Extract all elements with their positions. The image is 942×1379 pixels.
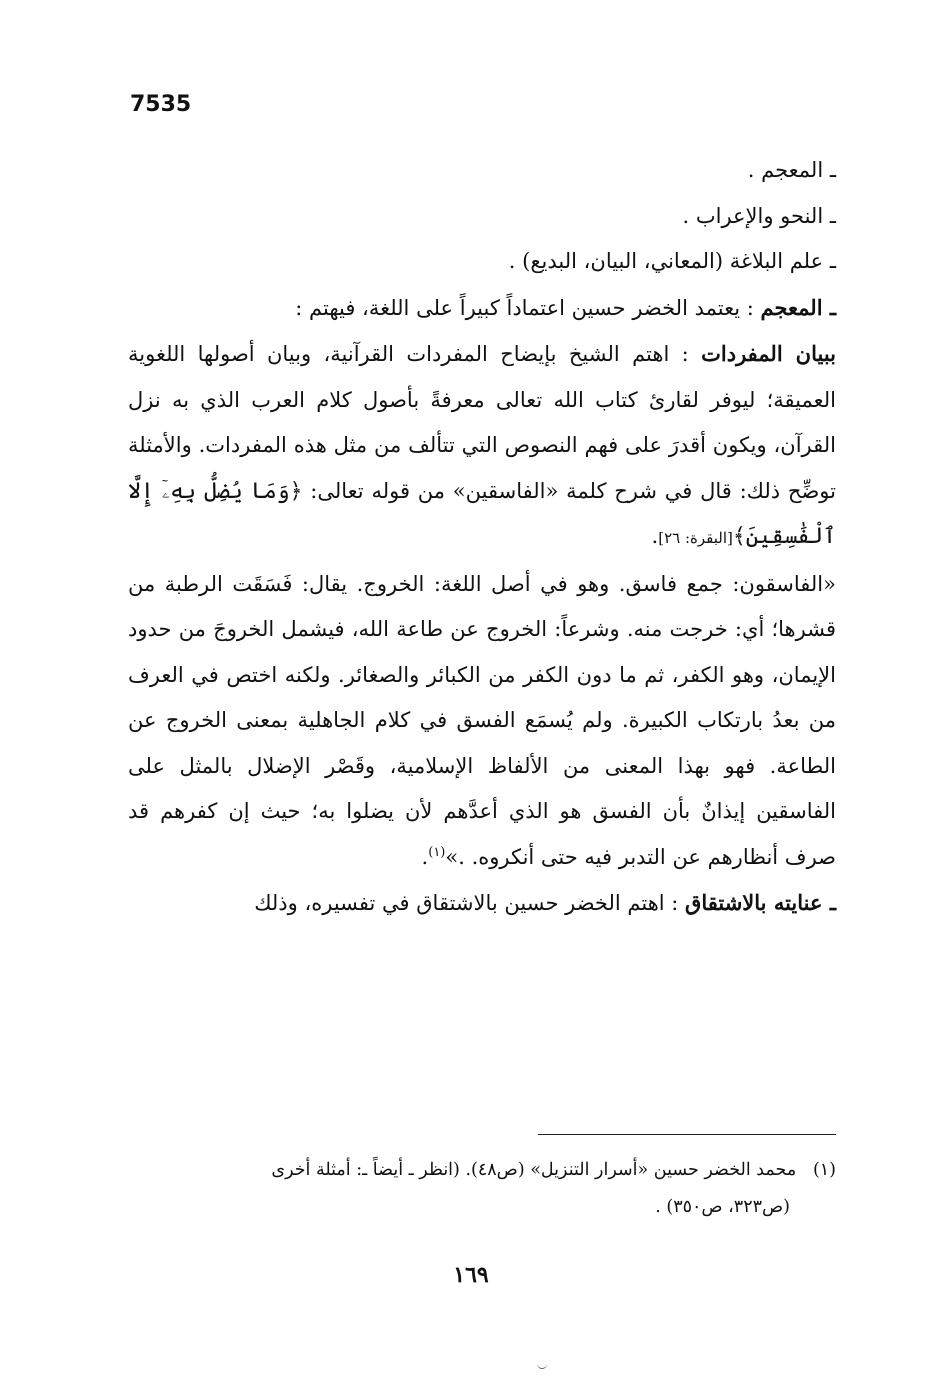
- scan-mark: [537, 1362, 547, 1369]
- paragraph: [128, 331, 836, 562]
- section-text: : يعتمد الخضر حسين اعتماداً كبيراً على اللغة، فيهتم :: [295, 295, 754, 320]
- list-item: [128, 285, 836, 332]
- list-item: ـ المعجم .: [747, 158, 836, 182]
- paragraph: [128, 880, 836, 927]
- quran-verse: ﴿وَمَا يُضِلُّ بِهِۦٓ إِلَّا ٱلْفَٰسِقِينَ﴾: [128, 478, 836, 549]
- paragraph-end: .: [421, 844, 429, 869]
- paragraph-heading: ببيان المفردات: [701, 341, 836, 366]
- document-id: 7535: [130, 92, 192, 117]
- quotation-text: «الفاسقون: جمع فاسق. وهو في أصل اللغة: الخروج. يقال: فَسَقَت الرطبة من قشرها؛ أي: خرجت منه. وشرعاً: الخروج عن طاعة الله، فيشمل الخروجَ من حدود الإيمان، وهو الكفر، ثم ما دون الكفر من الكبائر والصغائر. ولكنه اختص في العرف من بعدُ بارتكاب الكبيرة. ولم يُسمَع الفسق في كلام الجاهلية بمعنى الخروج عن الطاعة. فهو بهذا المعنى من الألفاظ الإسلامية، وقَصْر الإضلال بالمثل على الفاسقين إيذانٌ بأن الفسق هو الذي أعدَّهم لأن يضلوا به؛ حيث إن كفرهم قد صرف أنظارهم عن التدبر فيه حتى أنكروه. .»: [128, 571, 836, 869]
- list-item: ـ علم البلاغة (المعاني، البيان، البديع) .: [508, 249, 836, 273]
- paragraph-text: : اهتم الخضر حسين بالاشتقاق في تفسيره، وذلك: [254, 891, 679, 915]
- footnote-number: (١): [812, 1160, 836, 1180]
- footnotes: [128, 1152, 836, 1226]
- quotation-paragraph: [128, 562, 836, 881]
- verse-reference: [البقرة: ٢٦]: [658, 529, 733, 547]
- page-number: ١٦٩: [453, 1262, 489, 1288]
- footnote-reference: (١): [428, 844, 446, 860]
- list-item: ـ النحو والإعراب .: [682, 203, 836, 228]
- footnote-text: محمد الخضر حسين «أسرار التنزيل» (ص٤٨). (انظر ـ أيضاً ـ: أمثلة أخرى: [271, 1160, 797, 1180]
- paragraph-heading: ـ عنايته بالاشتقاق: [685, 890, 836, 915]
- footnote-separator: [538, 1134, 836, 1135]
- paragraph-text: : اهتم الشيخ بإيضاح المفردات القرآنية، وبيان أصولها اللغوية العميقة؛ ليوفر لقارئ كتاب الله تعالى معرفةً بأصول كلام العرب الذي به نزل القرآن، ويكون أقدرَ على فهم النصوص التي تتألف من مثل هذه المفردات. والأمثلة توضِّح ذلك: قال في شرح كلمة «الفاسقين» من قوله تعالى:: [128, 342, 836, 503]
- section-heading: ـ المعجم: [760, 294, 836, 320]
- main-text: [128, 148, 836, 927]
- paragraph-end: .: [651, 524, 659, 548]
- footnote: [128, 1152, 836, 1189]
- footnote-continuation: (ص٣٢٣، ص٣٥٠) .: [655, 1197, 790, 1217]
